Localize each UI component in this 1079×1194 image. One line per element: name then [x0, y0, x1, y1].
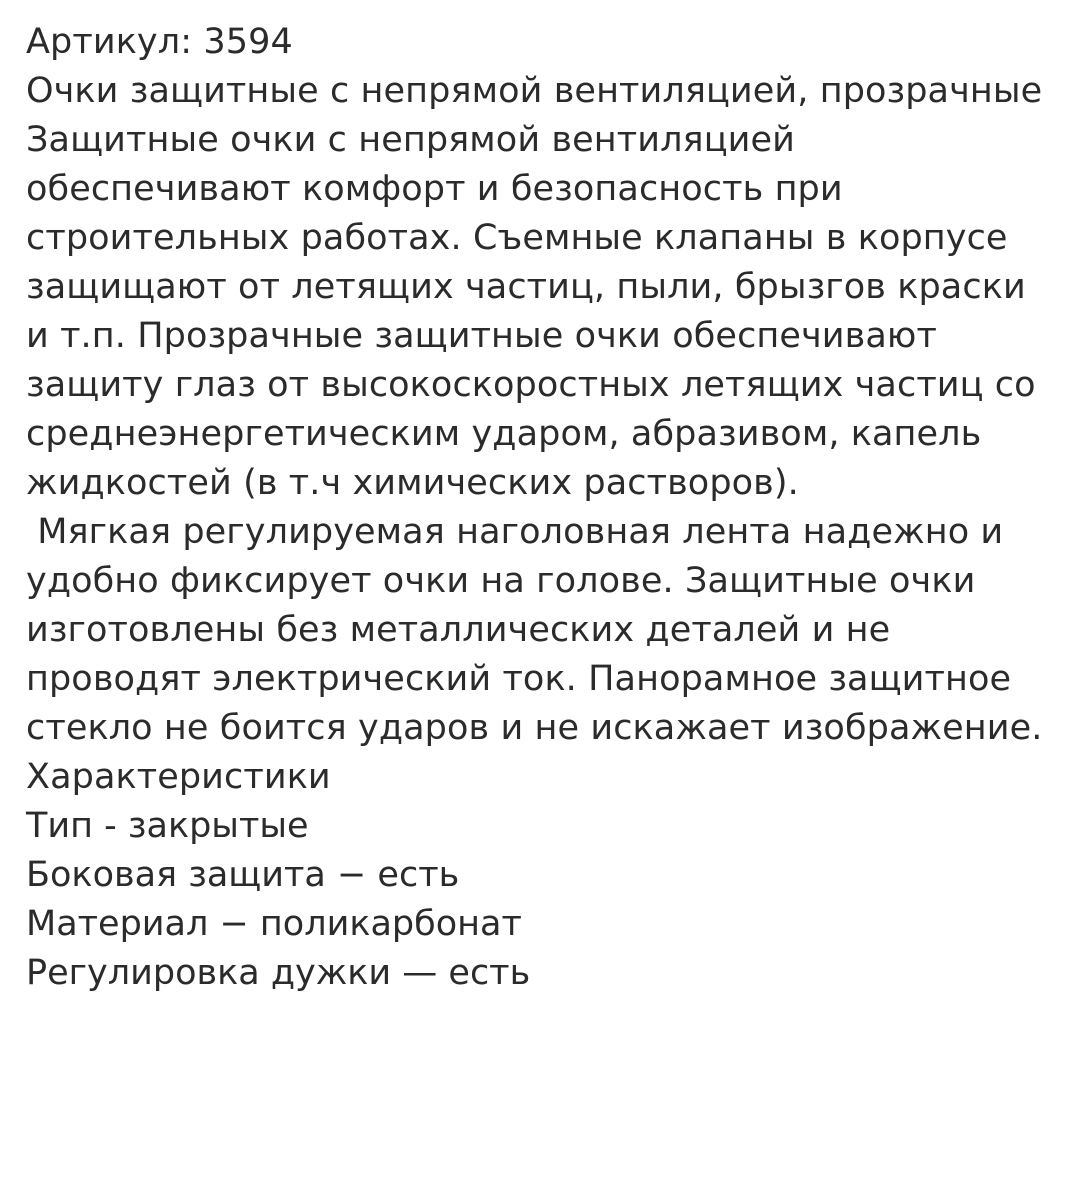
description-paragraph-1: Защитные очки с непрямой вентиляцией обеспечивают комфорт и безопасность при строительных работах. Съемные клапаны в корпусе защищают от летящих частиц, пыли, брызгов краски и т.п. Прозрачные защитные очки обеспечивают защиту глаз от высокоскоростных летящих частиц со среднеэнергетическим ударом, абразивом, капель жидкостей (в т.ч химических растворов).	[26, 120, 1047, 503]
spec-item-side-protection: Боковая защита − есть	[26, 855, 460, 895]
spec-item-material: Материал − поликарбонат	[26, 904, 522, 944]
specs-heading: Характеристики	[26, 757, 331, 797]
product-title: Очки защитные с непрямой вентиляцией, прозрачные	[26, 71, 1043, 111]
spec-item-type: Тип - закрытые	[26, 806, 309, 846]
spec-item-temple-adjustment: Регулировка дужки — есть	[26, 953, 531, 993]
description-paragraph-2: Мягкая регулируемая наголовная лента надежно и удобно фиксирует очки на голове. Защитные очки изготовлены без металлических деталей и не проводят электрический ток. Панорамное защитное стекло не боится ударов и не искажает изображение.	[26, 512, 1043, 748]
article-number: Артикул: 3594	[26, 22, 293, 62]
